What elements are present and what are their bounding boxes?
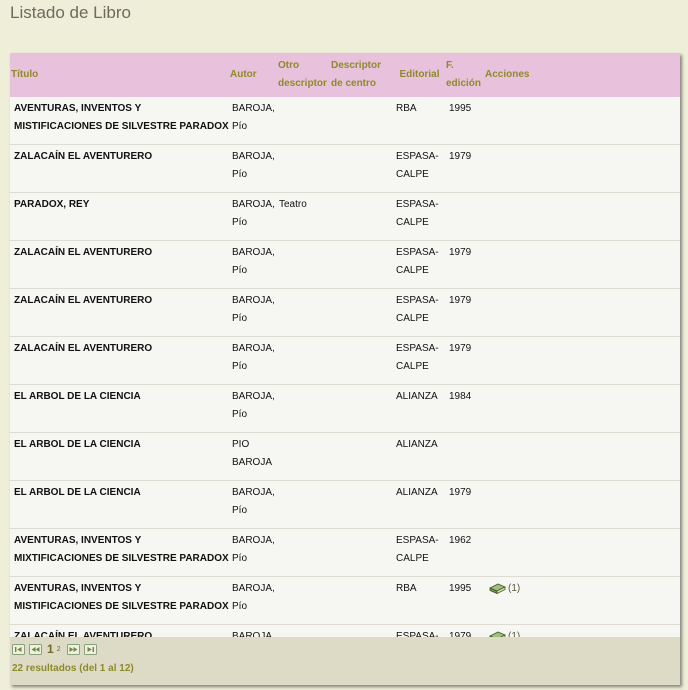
cell-editorial: RBA: [394, 577, 445, 625]
table-row: [10, 289, 680, 337]
cell-editorial: RBA: [394, 97, 445, 145]
first-page-icon[interactable]: [12, 644, 25, 655]
cell-editorial: ESPASA-CALPE: [394, 145, 445, 193]
cell-titulo[interactable]: AVENTURAS, INVENTOS Y MIXTIFICACIONES DE SILVESTRE PARADOX: [10, 529, 229, 577]
cell-autor: BAROJA, Pío: [229, 577, 277, 625]
cell-autor: BAROJA, Pío: [229, 145, 277, 193]
cell-descriptor-centro: [330, 337, 394, 385]
cell-otro-descriptor: [277, 97, 330, 145]
cell-acciones: [484, 337, 680, 385]
cell-otro-descriptor: [277, 577, 330, 625]
cell-otro-descriptor: [277, 289, 330, 337]
table-row: [10, 577, 680, 625]
table-row: [10, 529, 680, 577]
cell-descriptor-centro: [330, 97, 394, 145]
previous-page-icon[interactable]: [29, 644, 42, 655]
page-title: Listado de Libro: [10, 3, 131, 22]
book-table: [10, 53, 680, 673]
table-row: [10, 193, 680, 241]
cell-otro-descriptor: Teatro: [277, 193, 330, 241]
cell-fecha-edicion: [445, 193, 484, 241]
cell-descriptor-centro: [330, 193, 394, 241]
cell-editorial: ESPASA-CALPE: [394, 289, 445, 337]
cell-fecha-edicion: [445, 433, 484, 481]
column-header-acciones: Acciones: [484, 53, 680, 97]
table-row: [10, 97, 680, 145]
next-page-icon[interactable]: [67, 644, 80, 655]
table-row: [10, 241, 680, 289]
column-header-titulo[interactable]: Título: [10, 53, 229, 97]
pagination-bar: [10, 637, 680, 685]
copies-count[interactable]: (1): [508, 583, 521, 594]
column-header-descriptor-centro[interactable]: Descriptor de centro: [330, 53, 394, 97]
cell-fecha-edicion: 1995: [445, 577, 484, 625]
cell-autor: BAROJA, Pío: [229, 385, 277, 433]
cell-fecha-edicion: 1979: [445, 481, 484, 529]
cell-otro-descriptor: [277, 241, 330, 289]
cell-autor: BAROJA, Pío: [229, 241, 277, 289]
table-row: [10, 433, 680, 481]
column-header-editorial[interactable]: Editorial: [394, 53, 445, 97]
table-row: [10, 481, 680, 529]
cell-titulo[interactable]: EL ARBOL DE LA CIENCIA: [10, 433, 229, 481]
cell-descriptor-centro: [330, 289, 394, 337]
last-page-icon[interactable]: [84, 644, 97, 655]
cell-editorial: ESPASA-CALPE: [394, 193, 445, 241]
cell-otro-descriptor: [277, 433, 330, 481]
cell-descriptor-centro: [330, 385, 394, 433]
book-icon[interactable]: [489, 581, 506, 594]
cell-autor: BAROJA, Pío: [229, 97, 277, 145]
results-summary: 22 resultados (del 1 al 12): [12, 663, 134, 674]
cell-fecha-edicion: 1979: [445, 289, 484, 337]
cell-editorial: ESPASA-CALPE: [394, 337, 445, 385]
column-header-fecha-edicion[interactable]: F. edición: [445, 53, 484, 97]
cell-autor: BAROJA, Pío: [229, 289, 277, 337]
cell-titulo[interactable]: ZALACAÍN EL AVENTURERO: [10, 289, 229, 337]
cell-descriptor-centro: [330, 145, 394, 193]
cell-acciones: [484, 145, 680, 193]
cell-descriptor-centro: [330, 529, 394, 577]
cell-acciones: [484, 385, 680, 433]
cell-acciones: [484, 241, 680, 289]
table-row: [10, 145, 680, 193]
cell-fecha-edicion: 1995: [445, 97, 484, 145]
cell-acciones: [484, 529, 680, 577]
column-header-autor[interactable]: Autor: [229, 53, 277, 97]
cell-titulo[interactable]: ZALACAÍN EL AVENTURERO: [10, 337, 229, 385]
page-link-2[interactable]: 2: [56, 645, 61, 653]
cell-acciones: [484, 97, 680, 145]
cell-fecha-edicion: 1979: [445, 241, 484, 289]
cell-editorial: ALIANZA: [394, 481, 445, 529]
cell-otro-descriptor: [277, 145, 330, 193]
cell-editorial: ESPASA-CALPE: [394, 529, 445, 577]
cell-fecha-edicion: 1979: [445, 337, 484, 385]
table-row: [10, 385, 680, 433]
cell-otro-descriptor: [277, 529, 330, 577]
cell-descriptor-centro: [330, 577, 394, 625]
cell-titulo[interactable]: EL ARBOL DE LA CIENCIA: [10, 385, 229, 433]
cell-descriptor-centro: [330, 433, 394, 481]
cell-autor: BAROJA, Pío: [229, 337, 277, 385]
cell-descriptor-centro: [330, 481, 394, 529]
cell-titulo[interactable]: AVENTURAS, INVENTOS Y MISTIFICACIONES DE SILVESTRE PARADOX: [10, 97, 229, 145]
column-header-otro-descriptor[interactable]: Otro descriptor: [277, 53, 330, 97]
current-page-number: 1: [47, 642, 54, 656]
cell-autor: BAROJA, Pío: [229, 193, 277, 241]
cell-fecha-edicion: 1984: [445, 385, 484, 433]
cell-editorial: ESPASA-CALPE: [394, 241, 445, 289]
cell-titulo[interactable]: ZALACAÍN EL AVENTURERO: [10, 145, 229, 193]
cell-acciones: [484, 193, 680, 241]
cell-titulo[interactable]: PARADOX, REY: [10, 193, 229, 241]
book-list-panel: [10, 53, 680, 685]
cell-titulo[interactable]: EL ARBOL DE LA CIENCIA: [10, 481, 229, 529]
cell-titulo[interactable]: ZALACAÍN EL AVENTURERO: [10, 241, 229, 289]
cell-otro-descriptor: [277, 481, 330, 529]
cell-descriptor-centro: [330, 241, 394, 289]
cell-acciones: [484, 481, 680, 529]
cell-editorial: ALIANZA: [394, 385, 445, 433]
cell-fecha-edicion: 1962: [445, 529, 484, 577]
cell-fecha-edicion: 1979: [445, 145, 484, 193]
cell-autor: BAROJA, Pío: [229, 529, 277, 577]
cell-titulo[interactable]: AVENTURAS, INVENTOS Y MISTIFICACIONES DE SILVESTRE PARADOX: [10, 577, 229, 625]
cell-autor: PIO BAROJA: [229, 433, 277, 481]
cell-otro-descriptor: [277, 337, 330, 385]
cell-acciones: [484, 289, 680, 337]
pagination-controls: [12, 641, 101, 657]
cell-otro-descriptor: [277, 385, 330, 433]
cell-editorial: ALIANZA: [394, 433, 445, 481]
table-row: [10, 337, 680, 385]
cell-acciones: [484, 433, 680, 481]
cell-acciones: [484, 577, 680, 625]
table-header-row: [10, 53, 680, 97]
cell-autor: BAROJA, Pío: [229, 481, 277, 529]
